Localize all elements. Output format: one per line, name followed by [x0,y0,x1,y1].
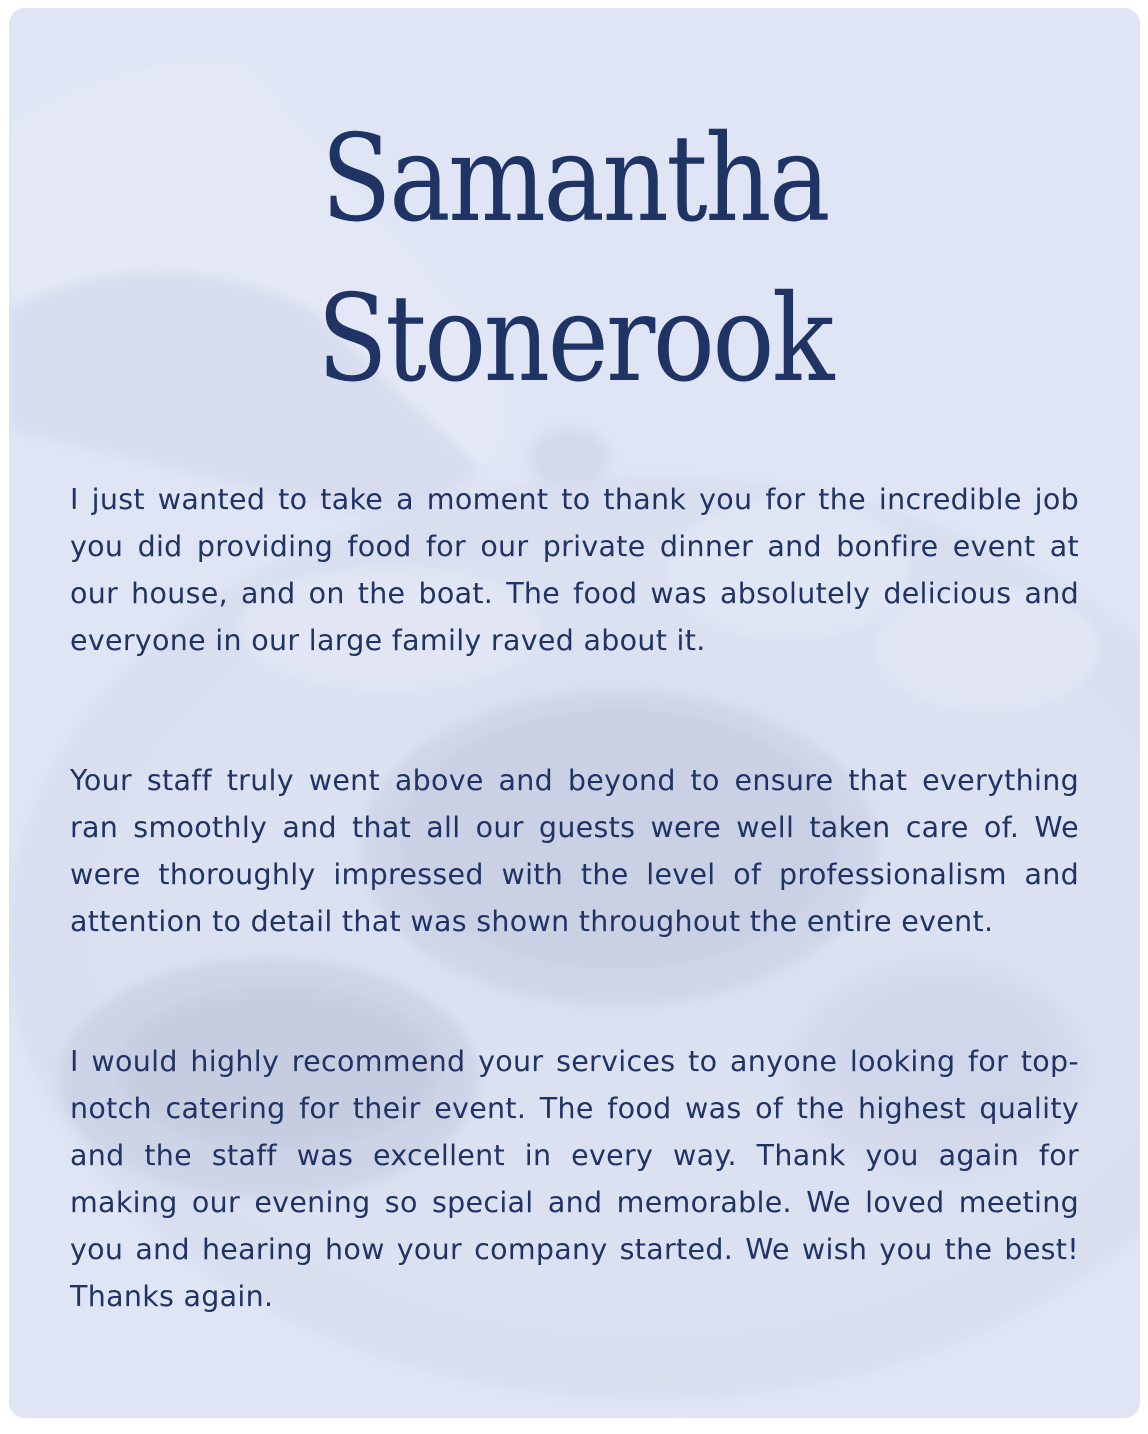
testimonial-paragraph: Your staff truly went above and beyond to ensure that everything ran smoothly and that all our guests were well taken care of. We were thoroughly impressed with the level of professionalism and attention to detail that was shown throughout the entire event. [70,764,1079,938]
testimonial-paragraph: I would highly recommend your services to anyone looking for top-notch catering for their event. The food was of the highest quality and the staff was excellent in every way. Thank you again for making our evening so special and memorable. We loved meeting you and hearing how your company started. We wish you the best! Thanks again. [70,1045,1079,1313]
testimonial-paragraph: I just wanted to take a moment to thank you for the incredible job you did providing food for our private dinner and bonfire event at our house, and on the boat. The food was absolutely delicious and everyone in our large family raved about it. [70,483,1079,657]
testimonial-card [9,8,1140,1418]
reviewer-name-first: Samantha [321,110,828,249]
testimonial-content [9,8,1140,1418]
reviewer-name-last: Stonerook [317,270,832,409]
